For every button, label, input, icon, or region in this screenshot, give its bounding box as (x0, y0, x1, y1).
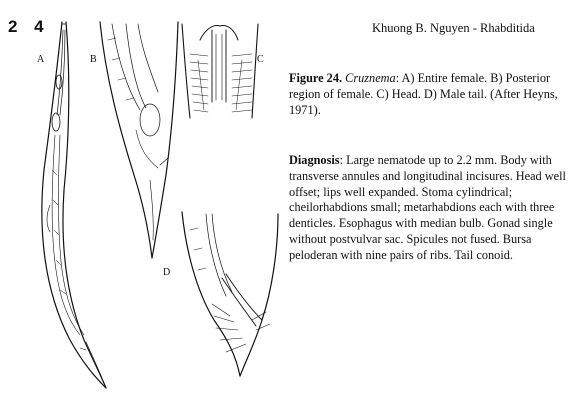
panel-label-b: B (90, 54, 97, 65)
diagnosis-label: Diagnosis (289, 153, 340, 167)
diagnosis-text: : Large nematode up to 2.2 mm. Body with transverse annules and longitudinal incisures. Head well offset; lips well expanded. Stoma cylindrical; cheilorhabdions small; metarhabdions each with three denticles. Esophagus with median bulb. Gonad single without postvulvar sac. Spicules not fused. Bursa peloderan with nine pairs of ribs. Tail conoid. (289, 153, 566, 262)
caption-genus: Cruznema (345, 71, 396, 85)
panel-a-entire-female (42, 22, 106, 388)
panel-label-c: C (257, 54, 264, 65)
panel-d-male-tail (182, 212, 278, 376)
caption-label: Figure 24. (289, 71, 343, 85)
figure-caption (289, 71, 569, 118)
panel-c-head (182, 24, 258, 118)
running-header: Khuong B. Nguyen - Rhabditida (372, 21, 535, 35)
panel-label-d: D (163, 267, 171, 278)
panel-label-a: A (37, 54, 45, 65)
panel-b-posterior-female (100, 22, 178, 258)
diagnosis-paragraph (289, 153, 571, 264)
caption-text: : A) Entire female. B) Posterior region of female. C) Head. D) Male tail. (After Heyns, 1971). (289, 71, 558, 117)
plate-number: 2 4 (8, 17, 50, 36)
